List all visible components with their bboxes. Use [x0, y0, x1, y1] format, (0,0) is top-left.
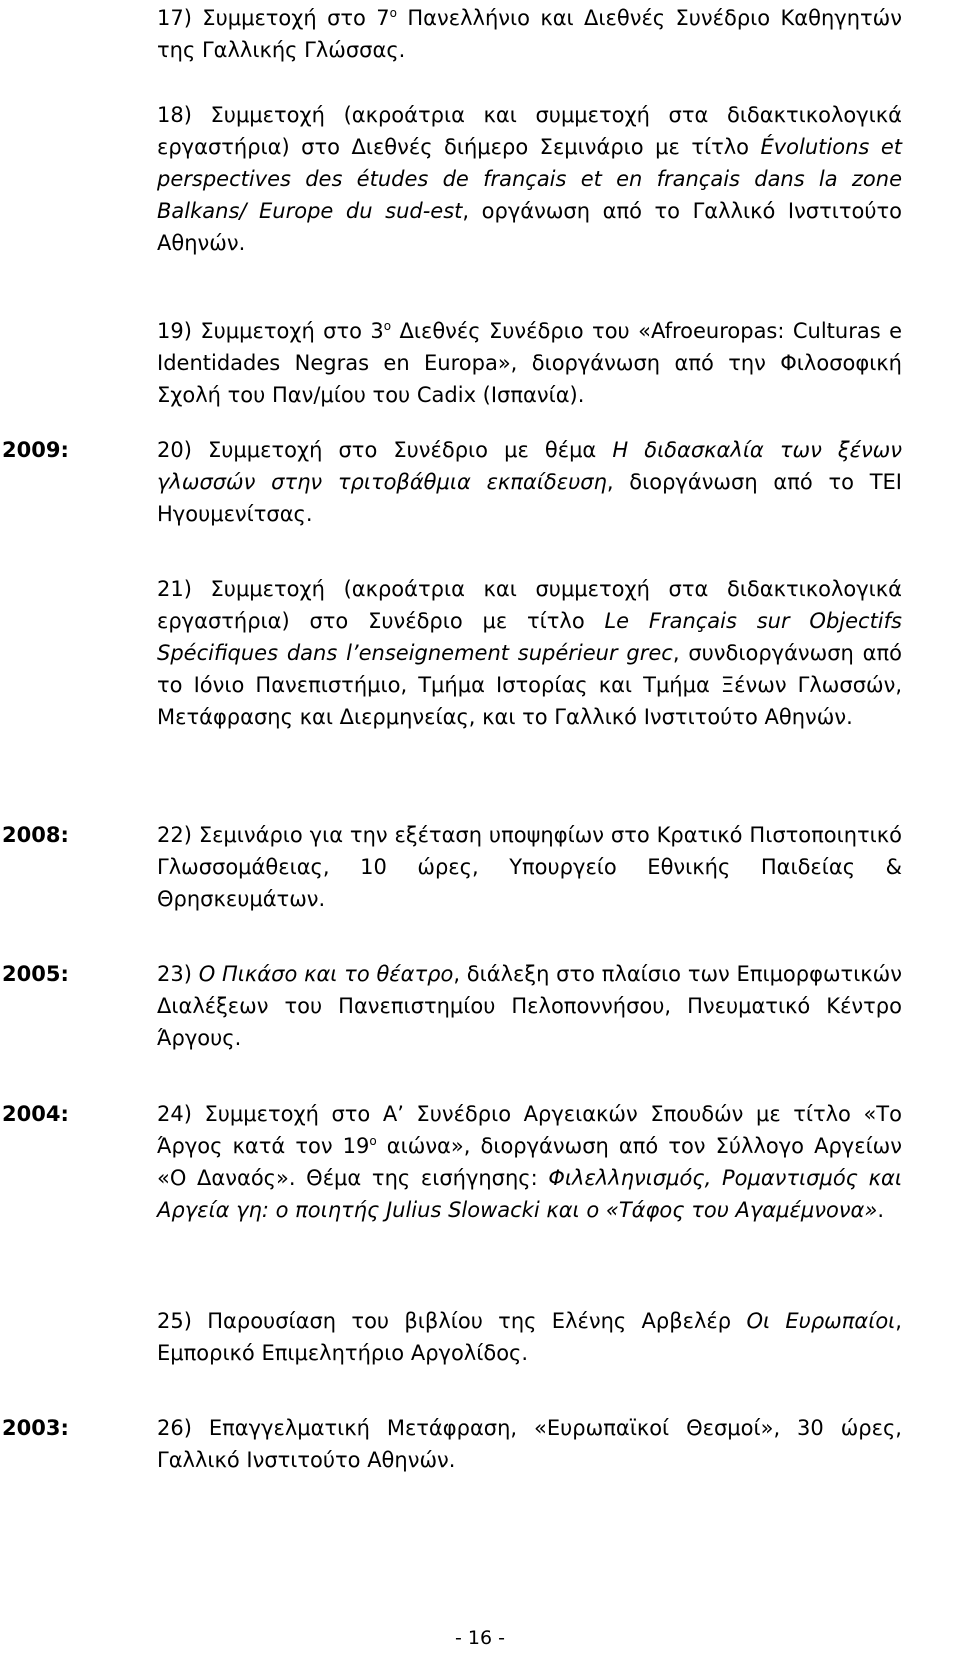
ordinal-superscript: ο	[383, 319, 392, 333]
year-label-2009: 2009:	[2, 438, 69, 462]
entry-text: , οργάνωση από το Γαλλικό Ινστιτούτο Αθηνών.	[157, 199, 902, 255]
entry-19	[157, 315, 902, 411]
year-label-2005: 2005:	[2, 962, 69, 986]
entry-text: 21) Συμμετοχή (ακροάτρια και συμμετοχή στα διδακτικολογικά εργαστήρια) στο Συνέδριο με τίτλο	[157, 577, 902, 633]
entry-18	[157, 99, 902, 259]
entry-25	[157, 1305, 902, 1369]
entry-text: 17) Συμμετοχή στο 7	[157, 6, 390, 30]
entry-text: Διεθνές Συνέδριο του «Afroeuropas: Culturas e Identidades Negras en Europa», διοργάνωση από την Φιλοσοφική Σχολή του Παν/μίου του Cadix (Ισπανία).	[157, 319, 902, 407]
entry-text: , συνδιοργάνωση από το Ιόνιο Πανεπιστήμιο, Τμήμα Ιστορίας και Τμήμα Ξένων Γλωσσών, Μετάφρασης και Διερμηνείας, και το Γαλλικό Ινστιτούτο Αθηνών.	[157, 641, 902, 729]
italic-title-text: Évolutions et perspectives des études de français et en français dans la zone Balkans/ Europe du sud-est	[157, 135, 902, 223]
entry-24	[157, 1098, 902, 1226]
italic-title-text: Οι Ευρωπαίοι	[746, 1309, 896, 1333]
entry-text: 20) Συμμετοχή στο Συνέδριο με θέμα	[157, 438, 613, 462]
italic-title-text: Η διδασκαλία των ξένων γλωσσών στην τριτοβάθμια εκπαίδευση	[157, 438, 902, 494]
entry-text: , διάλεξη στο πλαίσιο των Επιμορφωτικών Διαλέξεων του Πανεπιστημίου Πελοποννήσου, Πνευματικό Κέντρο Άργους.	[157, 962, 902, 1050]
entry-text: Πανελλήνιο και Διεθνές Συνέδριο Καθηγητών της Γαλλικής Γλώσσας.	[157, 6, 902, 62]
entry-text: 22) Σεμινάριο για την εξέταση υποψηφίων στο Κρατικό Πιστοποιητικό Γλωσσομάθειας, 10 ώρες, Υπουργείο Εθνικής Παιδείας & Θρησκευμάτων.	[157, 823, 902, 911]
italic-title-text: Φιλελληνισμός, Ρομαντισμός και Αργεία γη: ο ποιητής Julius Slowacki και ο «Τάφος του Αγαμέμνονα»	[157, 1166, 902, 1222]
entry-17	[157, 2, 902, 66]
entry-text: .	[877, 1198, 885, 1222]
entry-22	[157, 819, 902, 915]
entry-26	[157, 1412, 902, 1476]
entry-text: , Εμπορικό Επιμελητήριο Αργολίδος.	[157, 1309, 902, 1365]
page-number: - 16 -	[455, 1627, 505, 1649]
italic-title-text: Ο Πικάσο και το θέατρο	[198, 962, 454, 986]
italic-title-text: Le Français sur Objectifs Spécifiques dans l’enseignement supérieur grec	[157, 609, 902, 665]
entry-text: , διοργάνωση από το ΤΕΙ Ηγουμενίτσας.	[157, 470, 902, 526]
year-label-2004: 2004:	[2, 1102, 69, 1126]
year-label-2003: 2003:	[2, 1416, 69, 1440]
entry-text: 23)	[157, 962, 199, 986]
entry-text: 26) Επαγγελματική Μετάφραση, «Ευρωπαϊκοί Θεσμοί», 30 ώρες, Γαλλικό Ινστιτούτο Αθηνών.	[157, 1416, 902, 1472]
ordinal-superscript: ο	[369, 1134, 377, 1148]
entry-21	[157, 573, 902, 733]
entry-text: 18) Συμμετοχή (ακροάτρια και συμμετοχή στα διδακτικολογικά εργαστήρια) στο Διεθνές διήμερο Σεμινάριο με τίτλο	[157, 103, 902, 159]
entry-text: 25) Παρουσίαση του βιβλίου της Ελένης Αρβελέρ	[157, 1309, 747, 1333]
entry-text: αιώνα», διοργάνωση από τον Σύλλογο Αργείων «Ο Δαναός». Θέμα της εισήγησης:	[157, 1134, 902, 1190]
ordinal-superscript: ο	[389, 6, 397, 20]
entry-20	[157, 434, 902, 530]
entry-23	[157, 958, 902, 1054]
entry-text: 24) Συμμετοχή στο Α’ Συνέδριο Αργειακών Σπουδών με τίτλο «Το Άργος κατά τον 19	[157, 1102, 902, 1158]
entry-text: 19) Συμμετοχή στο 3	[157, 319, 384, 343]
year-label-2008: 2008:	[2, 823, 69, 847]
